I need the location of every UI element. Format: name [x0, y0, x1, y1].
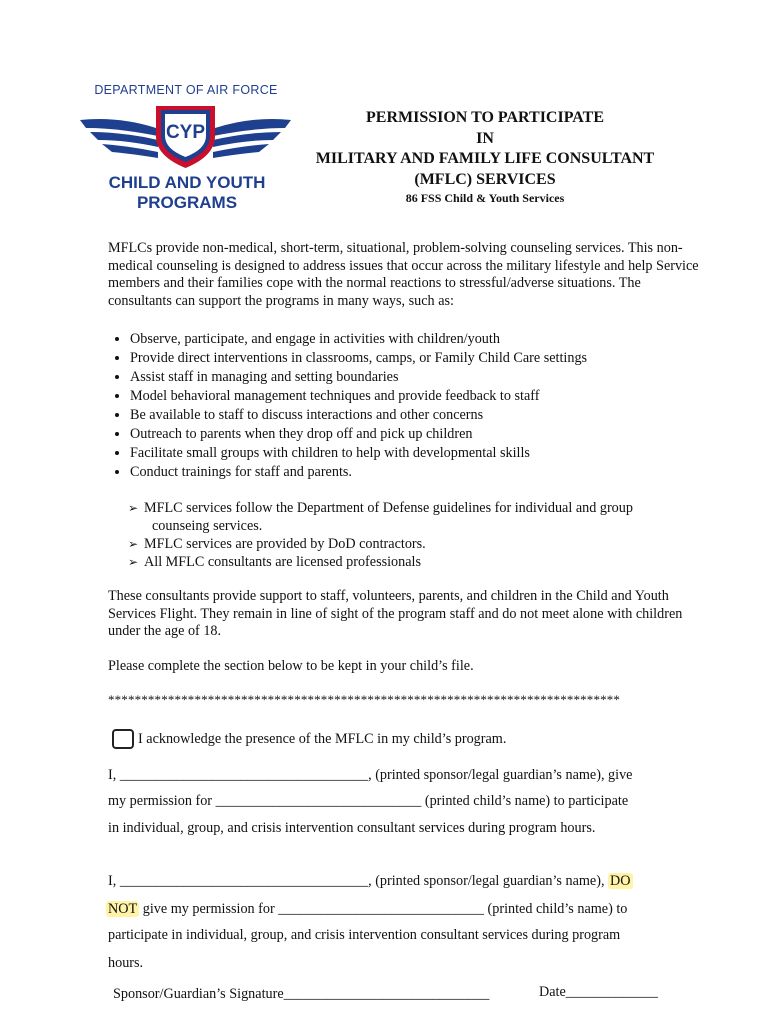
signature-field[interactable]: Sponsor/Guardian’s Signature_____________________________	[113, 986, 490, 1002]
separator: *****************************************************************************	[108, 692, 621, 707]
support-activities-list	[110, 330, 587, 482]
form-title-line-1: PERMISSION TO PARTICIPATE	[366, 109, 604, 126]
instruction-text: Please complete the section below to be kept in your child’s file.	[108, 658, 474, 674]
note-2: MFLC services are provided by DoD contractors.	[144, 536, 426, 552]
form-title-line-4: (MFLC) SERVICES	[414, 170, 556, 188]
decline-line-2-text: give my permission for _____________________________ (printed child’s name) to	[139, 901, 628, 917]
note-1-continued: counseing services.	[152, 518, 263, 534]
form-title-line-3: MILITARY AND FAMILY LIFE CONSULTANT	[315, 150, 655, 167]
date-field[interactable]: Date_____________	[539, 984, 659, 1000]
arrow-bullet-icon: ➢	[128, 501, 139, 515]
logo-department-text: DEPARTMENT OF AIR FORCE	[94, 83, 278, 97]
note-1: MFLC services follow the Department of Defense guidelines for individual and group	[144, 500, 633, 516]
list-item: • Provide direct interventions in classrooms, camps, or Family Child Care settings	[130, 349, 587, 368]
decline-line-2[interactable]	[106, 901, 627, 918]
list-item: • Model behavioral management techniques and provide feedback to staff	[130, 387, 587, 406]
arrow-bullet-icon: ➢	[128, 537, 139, 551]
do-highlight: DO	[610, 873, 631, 889]
logo-badge-text: CYP	[165, 122, 206, 143]
wings-shield-emblem	[78, 98, 293, 168]
list-item: • Facilitate small groups with children to help with developmental skills	[130, 444, 587, 463]
list-item: • Conduct trainings for staff and parents.	[130, 463, 587, 482]
decline-line-3: participate in individual, group, and crisis intervention consultant services during program	[108, 927, 621, 943]
cyp-logo	[78, 80, 293, 215]
intro-paragraph: MFLCs provide non-medical, short-term, situational, problem-solving counseling services. This non-medical counseling is designed to address issues that occur across the military lifestyle and help Service members and their families cope with the normal reactions to stressful/adverse situations. The consultants can support the programs in many ways, such as:	[108, 240, 699, 309]
logo-line1: CHILD AND YOUTH	[108, 173, 266, 192]
acknowledge-label: I acknowledge the presence of the MFLC in my child’s program.	[138, 731, 507, 747]
consent-line-2[interactable]: my permission for _____________________________ (printed child’s name) to participate	[108, 793, 629, 809]
consent-line-1[interactable]: I, ___________________________________, (printed sponsor/legal guardian’s name), give	[108, 767, 633, 783]
list-item: • Assist staff in managing and setting boundaries	[130, 368, 587, 387]
form-title-line-2: IN	[476, 129, 494, 147]
arrow-bullet-icon: ➢	[128, 555, 139, 569]
mflc-notes	[128, 499, 708, 571]
support-paragraph: These consultants provide support to staff, volunteers, parents, and children in the Child and Youth Services Flight. They remain in line of sight of the program staff and do not meet alone with children under the age of 18.	[108, 588, 683, 640]
decline-line-4: hours.	[108, 955, 144, 971]
consent-line-3: in individual, group, and crisis intervention consultant services during program hours.	[108, 820, 596, 836]
decline-line-1[interactable]	[108, 873, 633, 890]
not-highlight: NOT	[108, 901, 138, 917]
logo-line2: PROGRAMS	[136, 193, 238, 212]
form-subtitle: 86 FSS Child & Youth Services	[405, 191, 565, 205]
list-item: • Be available to staff to discuss interactions and other concerns	[130, 406, 587, 425]
decline-line-1-text: I, ___________________________________, (printed sponsor/legal guardian’s name),	[108, 873, 609, 889]
list-item: • Outreach to parents when they drop off and pick up children	[130, 425, 587, 444]
list-item: • Observe, participate, and engage in activities with children/youth	[130, 330, 587, 349]
note-3: All MFLC consultants are licensed professionals	[144, 554, 422, 570]
acknowledge-checkbox[interactable]	[112, 729, 134, 749]
